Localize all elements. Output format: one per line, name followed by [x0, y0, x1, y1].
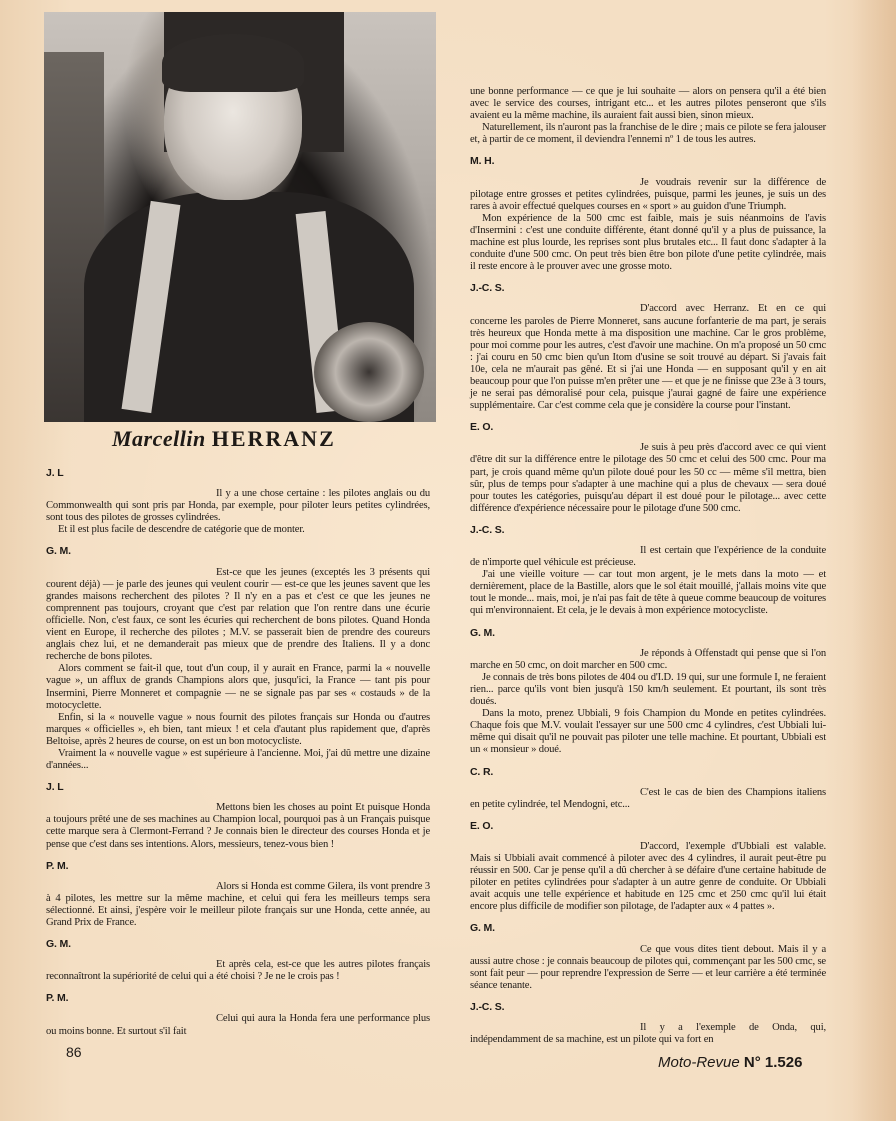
paragraph: Alors si Honda est comme Gilera, ils vont prendre 3 à 4 pilotes, les mettre sur la même machine, et celui qui fera les meilleurs temps sera sélectionné. Et ainsi, j'espère voir le meilleur pilote français sur une Honda, cette année, au Grand Prix de France. — [46, 880, 430, 928]
paragraph: Dans la moto, prenez Ubbiali, 9 fois Champion du Monde en petites cylindrées. Chaque fois que M.V. voulait l'essayer sur une 500 cmc 4 cylindres, c'est Ubbiali lui-même qui disait qu'il ne pouvait pas piloter une telle machine. Et pourtant, Ubbiali est un « monsieur » doué. — [470, 708, 826, 756]
paragraph: Je suis à peu près d'accord avec ce qui vient d'être dit sur la différence entre le pilotage des 50 cmc et celui des 500 cmc. Pour ma part, je crois quand même qu'un pilote doué pour les 50 cc — même s'il mettra, bien sûr, plus de temps pour s'adapter à une machine qui a plus de chevaux — sera doué pour toutes les catégories, puisqu'au départ il est doué pour le pilotage... avec cette différence d'expérience nécessaire pour le pilotage d'une 500 cmc. — [470, 442, 826, 514]
speaker-initials: E. O. — [470, 421, 494, 434]
helmet — [314, 322, 424, 422]
speaker-initials: P. M. — [46, 859, 69, 872]
rider-hair — [162, 34, 304, 92]
magazine-footer — [658, 1054, 802, 1071]
paragraph: Il est certain que l'expérience de la conduite de n'importe quel véhicule est précieuse. — [470, 545, 826, 569]
portrait-photo — [44, 12, 436, 422]
speaker-initials: J. L — [46, 781, 64, 794]
paragraph: Mettons bien les choses au point Et puisque Honda a toujours prêté une de ses machines au Champion local, pourquoi pas à un Français puisque cette marque sera à Clermont-Ferrand ? Je connais bien le directeur des courses Honda et je pense que c'est dans ses intentions. Alors, messieurs, tenez-vous bien ! — [46, 802, 430, 850]
paragraph: Ce que vous dites tient debout. Mais il y a aussi autre chose : je connais beaucoup de pilotes qui, commençant par les 500 cmc, se sont fait peur — pour reprendre l'expression de Serre — et leur carrière a été terminée séance tenante. — [470, 943, 826, 991]
issue-number: N° 1.526 — [743, 1054, 803, 1071]
speaker-initials: M. H. — [470, 155, 495, 168]
speaker-initials: P. M. — [46, 992, 69, 1005]
speaker-initials: J.-C. S. — [470, 282, 505, 295]
left-text-column — [46, 458, 430, 1038]
speaker-initials: G. M. — [470, 922, 495, 935]
paragraph: Mon expérience de la 500 cmc est faible, mais je suis néanmoins de l'avis d'Insermini : c'est une conduite différente, étant donné qu'il y a plus de puissance, la machine est plus lourde, les reprises sont plus brutales etc... Il faut donc s'adapter à la conduite d'une 500 cmc. On peut très bien être bon pilote d'une petite cylindrée, mais il reste encore à le prouver avec une grosse moto. — [470, 212, 826, 273]
paragraph: Je connais de très bons pilotes de 404 ou d'I.D. 19 qui, sur une formule I, ne feraient rien... parce qu'ils vont bien jusqu'à 150 km/h seulement. Et pourtant, ils sont très doués. — [470, 671, 826, 708]
page-edge-shadow — [852, 0, 896, 1121]
speaker-initials: E. O. — [470, 819, 494, 832]
paragraph: Et il est plus facile de descendre de catégorie que de monter. — [58, 524, 305, 536]
paragraph: Enfin, si la « nouvelle vague » nous fournit des pilotes français sur Honda ou d'autres marques « officielles », eh bien, tant mieux ! et cela d'autant plus rapidement que, d'après Beltoise, après 2 heures de course, on est un bon motocycliste. — [46, 711, 430, 747]
speaker-initials: G. M. — [46, 545, 71, 558]
magazine-title: Moto-Revue — [658, 1054, 740, 1071]
paragraph: D'accord, l'exemple d'Ubbiali est valable. Mais si Ubbiali avait commencé à piloter avec des 4 cylindres, il aurait peut-être pu réussir en 500. Car je pense qu'il a dû chercher à se défaire d'une certaine habitude de piloter en petites cylindrées pour s'adapter à un autre genre de conduite. Or Ubbiali avait acquis une telle expérience et habitude en 125 cmc et 250 cmc qu'il lui était encore plus difficile de modifier son pilotage, de l'adapter aux « 4 pattes ». — [470, 840, 826, 913]
speaker-initials: J. L — [46, 467, 64, 479]
right-text-column — [470, 86, 826, 1046]
speaker-initials: J.-C. S. — [470, 523, 505, 536]
paragraph: Alors comment se fait-il que, tout d'un coup, il y aurait en France, parmi la « nouvelle vague », un afflux de grands Champions alors que, jusqu'ici, la France — tant pis pour Insermini, Pierre Monneret et compagnie — ne se signale pas par ses « costauds » de la motocyclette. — [46, 663, 430, 711]
caption-first-name: Marcellin — [112, 426, 206, 451]
paragraph: Et après cela, est-ce que les autres pilotes français reconnaîtront la supériorité de celui qui a été choisi ? Je ne le crois pas ! — [46, 959, 430, 983]
paragraph: C'est le cas de bien des Champions italiens en petite cylindrée, tel Mendogni, etc... — [470, 786, 826, 810]
paragraph: Celui qui aura la Honda fera une performance plus ou moins bonne. Et surtout s'il fait — [46, 1013, 430, 1037]
speaker-initials: J.-C. S. — [470, 1000, 505, 1013]
paragraph: Naturellement, ils n'auront pas la franchise de le dire ; mais ce pilote se fera jalouser et, à partir de ce moment, il deviendra l'ennemi nº 1 de tous les autres. — [470, 122, 826, 146]
page-number: 86 — [66, 1044, 82, 1060]
speaker-initials: G. M. — [46, 938, 71, 951]
speaker-initials: C. R. — [470, 765, 494, 778]
paragraph: J'ai une vieille voiture — car tout mon argent, je le mets dans la moto — et dernièrement, place de la Bastille, alors que le sol était mouillé, j'allais moins vite que tout le monde... mais, moi, je n'ai pas fait de tête à queue comme beaucoup de voitures qui m'environnaient. Et cela, je le devais à mon expérience motocycliste. — [470, 569, 826, 617]
paragraph: Il y a l'exemple de Onda, qui, indépendamment de sa machine, est un pilote qui va fort en — [470, 1022, 826, 1046]
paragraph: Vraiment la « nouvelle vague » est supérieure à l'ancienne. Moi, j'ai dû mettre une dizaine d'années... — [46, 747, 430, 772]
paragraph: Il y a une chose certaine : les pilotes anglais ou du Commonwealth qui sont pris par Honda, par exemple, pour piloter leurs petites cylindrées, sont tous des pilotes de grosses cylindrées. — [46, 488, 430, 524]
paragraph: une bonne performance — ce que je lui souhaite — alors on pensera qu'il a été bien avec le service des courses, intrigant etc... et les autres pilotes penseront que s'ils avaient eu la même machine, ils auraient fait aussi bien, sinon mieux. — [470, 86, 826, 122]
paragraph: D'accord avec Herranz. Et en ce qui concerne les paroles de Pierre Monneret, sans aucune forfanterie de ma part, je serais très heureux que Honda mette à ma disposition une machine. Car le gros problème, pour moi comme pour les autres, c'est d'avoir une machine. On m'a proposé un 50 cmc : j'ai couru en 50 cmc bien qu'un Itom d'usine se soit trouvé au départ. Si j'avais fait 10e, cela ne m'aurait pas gêné. Et si j'ai une Honda — en supposant qu'il y en ait beaucoup pour que l'on puisse m'en prêter une — et que je ne finisse que 23e à 3 tours, je ne serai pas démoralisé pour cela, puisque j'aurai gagné de faire une expérience supplémentaire. Car c'est comme cela que je considère la course pour l'instant. — [470, 303, 826, 412]
speaker-initials: G. M. — [470, 626, 495, 639]
caption-last-name: HERRANZ — [211, 426, 336, 451]
paragraph: Je voudrais revenir sur la différence de pilotage entre grosses et petites cylindrées, puisque, parmi les jeunes, je suis un des rares à avoir effectué quelques courses en « sport » au guidon d'une Triumph. — [470, 176, 826, 212]
paragraph: Est-ce que les jeunes (exceptés les 3 présents qui courent déjà) — je parle des jeunes qui veulent courir — est-ce que les jeunes savent que les grandes maisons recherchent des pilotes ? Il n'y en a pas et c'est ce que les jeunes ne comprennent pas toujours, croyant que c'est par relation que l'on rentre dans une écurie officielle. Non, c'est faux, ce sont les écuries qui recherchent de bons pilotes. Quand Honda vient en Europe, il recherche des pilotes ; M.V. se passerait bien de prendre des coureurs anglais chez lui, et ne demanderait pas mieux que de prendre des Italiens. Il y a donc recherche de bons pilotes. — [46, 566, 430, 663]
paragraph: Je réponds à Offenstadt qui pense que si l'on marche en 50 cmc, on doit marcher en 500 cmc. — [470, 647, 826, 671]
photo-caption — [112, 426, 412, 452]
